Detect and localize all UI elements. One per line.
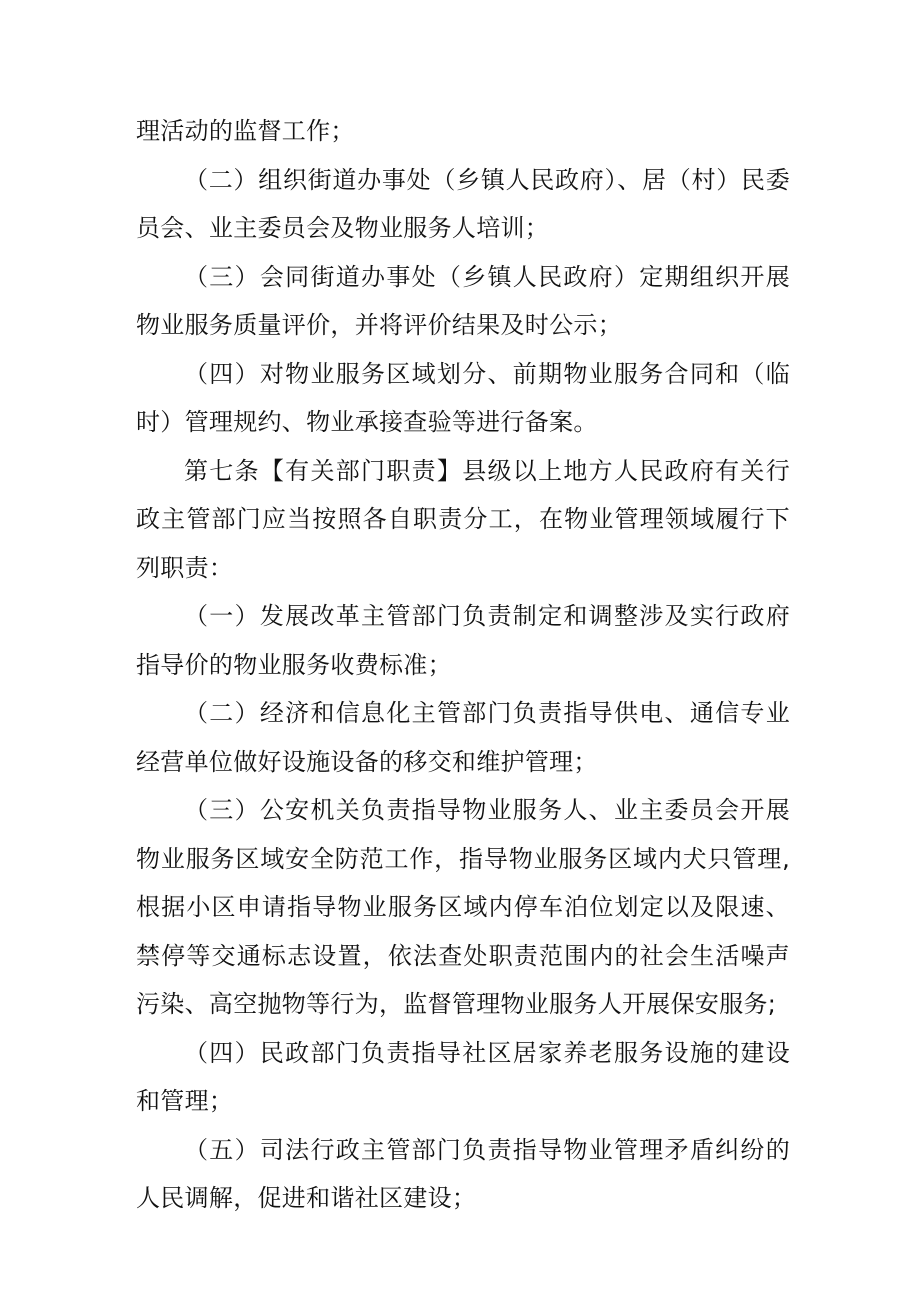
paragraph-item-4-filing: （四）对物业服务区域划分、前期物业服务合同和（临时）管理规约、物业承接查验等进行备案。 (136, 359, 790, 436)
paragraph-article-7-item-2: （二）经济和信息化主管部门负责指导供电、通信专业经营单位做好设施设备的移交和维护管理； (136, 699, 790, 776)
paragraph-article-7-item-1: （一）发展改革主管部门负责制定和调整涉及实行政府指导价的物业服务收费标准； (136, 602, 790, 679)
paragraph-article-7-item-5: （五）司法行政主管部门负责指导物业管理矛盾纠纷的人民调解，促进和谐社区建设； (136, 1135, 790, 1212)
paragraph-item-2-training: （二）组织街道办事处（乡镇人民政府）、居（村）民委员会、业主委员会及物业服务人培训； (136, 165, 790, 242)
paragraph-item-3-evaluation: （三）会同街道办事处（乡镇人民政府）定期组织开展物业服务质量评价，并将评价结果及时公示； (136, 262, 790, 339)
paragraph-supervision-end: 理活动的监督工作； (136, 117, 355, 145)
paragraph-article-7-item-3: （三）公安机关负责指导物业服务人、业主委员会开展物业服务区域安全防范工作，指导物业服务区域内犬只管理,根据小区申请指导物业服务区域内停车泊位划定以及限速、禁停等交通标志设置，依法查处职责范围内的社会生活噪声污染、高空抛物等行为，监督管理物业服务人开展保安服务; (136, 796, 790, 1018)
paragraph-article-7-item-4: （四）民政部门负责指导社区居家养老服务设施的建设和管理； (136, 1038, 790, 1115)
document-body (136, 107, 790, 1223)
paragraph-article-7: 第七条【有关部门职责】县级以上地方人民政府有关行政主管部门应当按照各自职责分工，在物业管理领域履行下列职责： (136, 456, 790, 582)
